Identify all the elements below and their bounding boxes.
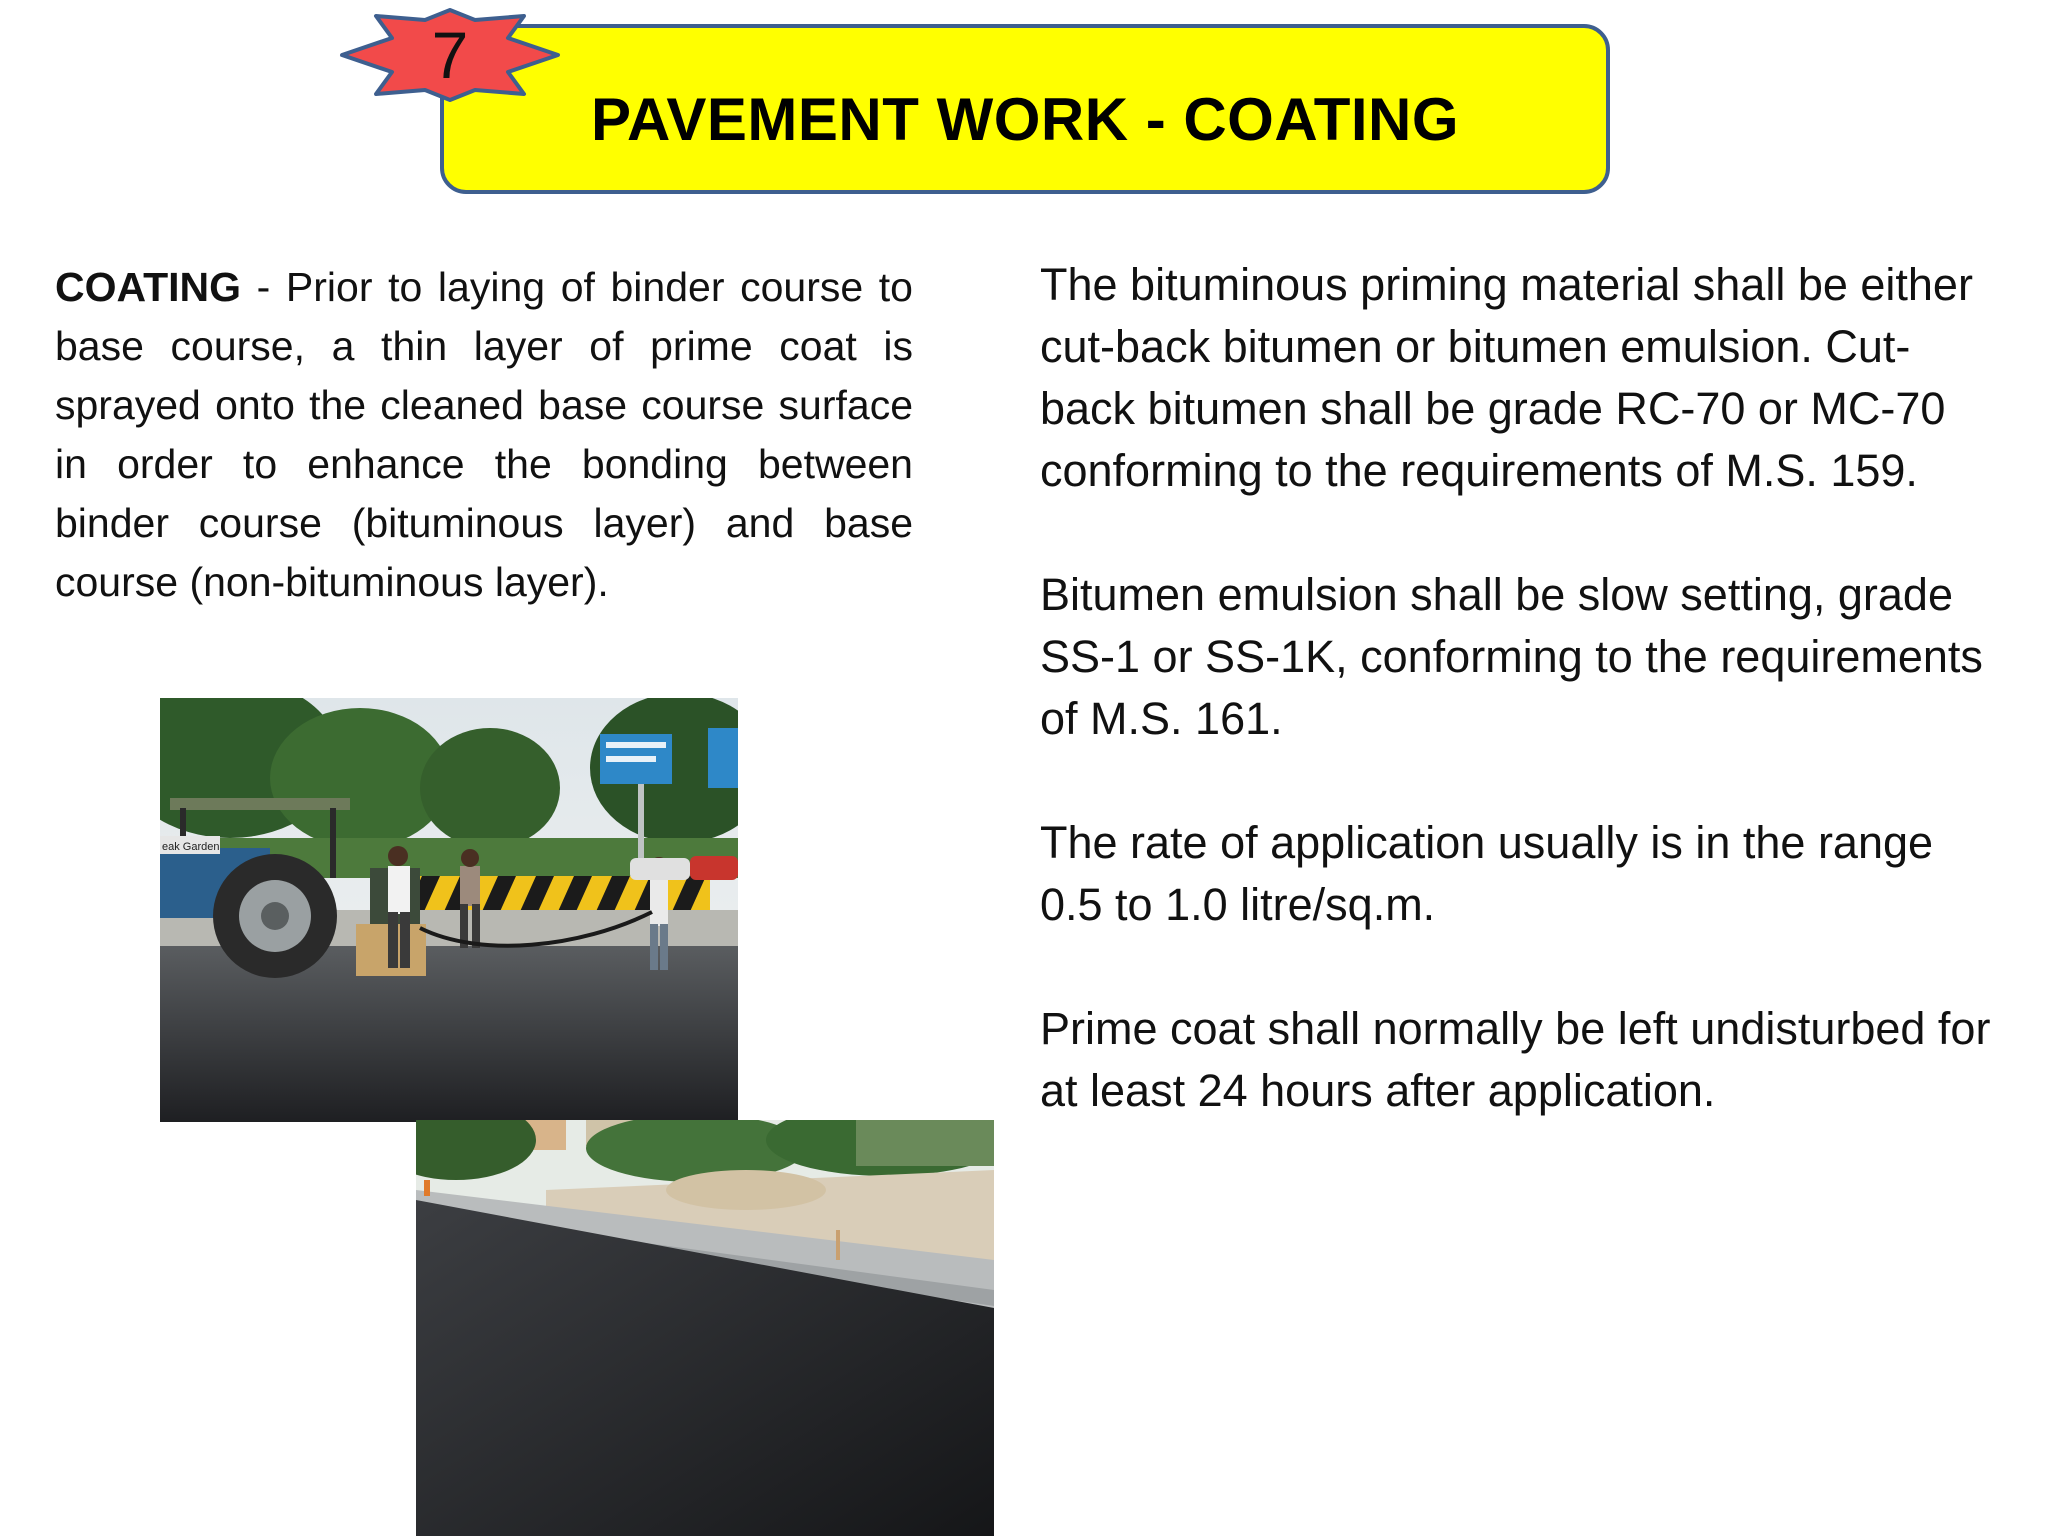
- slide-number: 7: [431, 18, 469, 92]
- spec-paragraph-priming-material: The bituminous priming material shall be either cut-back bitumen or bitumen emulsion. Cut-back bitumen shall be grade RC-70 or MC-70 conforming to the requirements of M.S. 159.: [1040, 259, 1973, 496]
- spec-paragraph-bitumen-emulsion: Bitumen emulsion shall be slow setting, grade SS-1 or SS-1K, conforming to the requirements of M.S. 161.: [1040, 569, 1983, 744]
- primed-road-photo: [416, 1120, 994, 1536]
- tractor-sign-text: eak Garden: [162, 841, 220, 853]
- coating-lead-term: COATING: [55, 264, 242, 310]
- tractor-spraying-photo: [160, 698, 738, 1122]
- slide-number-badge: [338, 8, 562, 102]
- spec-paragraph-curing-time: Prime coat shall normally be left undisturbed for at least 24 hours after application.: [1040, 1003, 1991, 1116]
- slide-title: PAVEMENT WORK - COATING: [590, 86, 1460, 153]
- coating-description-body: - Prior to laying of binder course to base course, a thin layer of prime coat is sprayed onto the cleaned base course surface in order to enhance the bonding between binder course (bituminous layer) and base course (non-bituminous layer).: [55, 264, 913, 605]
- specification-text: [1040, 254, 2000, 1184]
- title-banner: [440, 24, 1610, 194]
- coating-description: [55, 258, 913, 612]
- spec-paragraph-application-rate: The rate of application usually is in the range 0.5 to 1.0 litre/sq.m.: [1040, 817, 1934, 930]
